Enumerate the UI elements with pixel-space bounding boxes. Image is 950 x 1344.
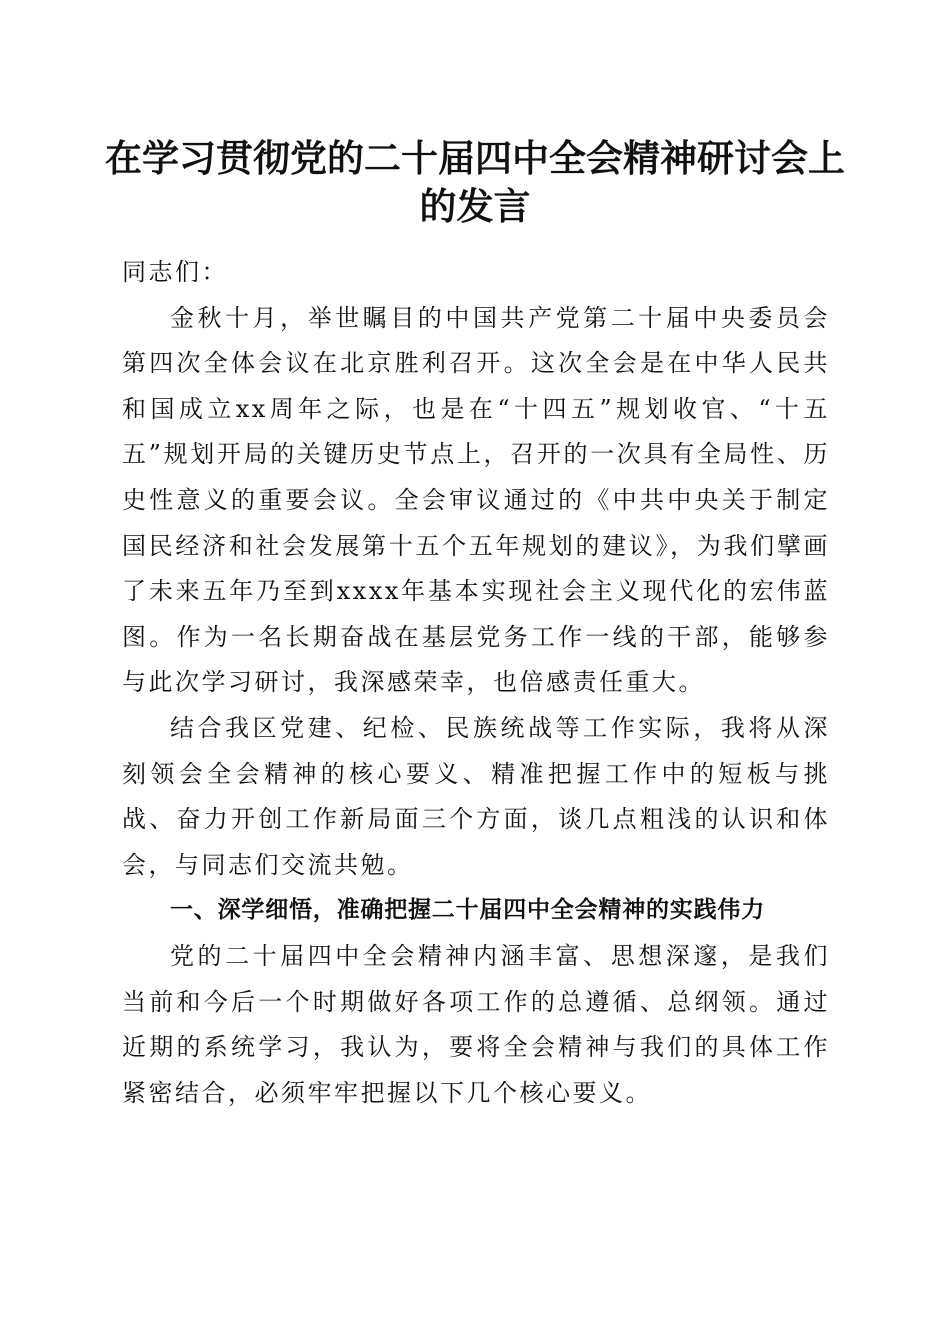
document-body [122,250,830,1116]
salutation: 同志们： [122,258,228,286]
title-line-2: 的发言 [419,184,531,228]
paragraph-outline: 结合我区党建、纪检、民族统战等工作实际，我将从深刻领会全会精神的核心要义、精准把握工作中的短板与挑战、奋力开创工作新局面三个方面，谈几点粗浅的认识和体会，与同志们交流共勉。 [122,713,830,879]
paragraph-opening: 金秋十月，举世瞩目的中国共产党第二十届中央委员会第四次全体会议在北京胜利召开。这次全会是在中华人民共和国成立xx周年之际，也是在“十四五”规划收官、“十五五”规划开局的关键历史节点上，召开的一次具有全局性、历史性意义的重要会议。全会审议通过的《中共中央关于制定国民经济和社会发展第十五个五年规划的建议》，为我们擘画了未来五年乃至到xxxx年基本实现社会主义现代化的宏伟蓝图。作为一名长期奋战在基层党务工作一线的干部，能够参与此次学习研讨，我深感荣幸，也倍感责任重大。 [122,303,830,697]
title-line-1: 在学习贯彻党的二十届四中全会精神研讨会上 [105,136,845,180]
document-title [100,134,850,230]
section-paragraph: 党的二十届四中全会精神内涵丰富、思想深邃，是我们当前和今后一个时期做好各项工作的总遵循、总纲领。通过近期的系统学习，我认为，要将全会精神与我们的具体工作紧密结合，必须牢牢把握以下几个核心要义。 [122,941,830,1107]
section-heading: 一、深学细悟，准确把握二十届四中全会精神的实践伟力 [170,897,765,924]
